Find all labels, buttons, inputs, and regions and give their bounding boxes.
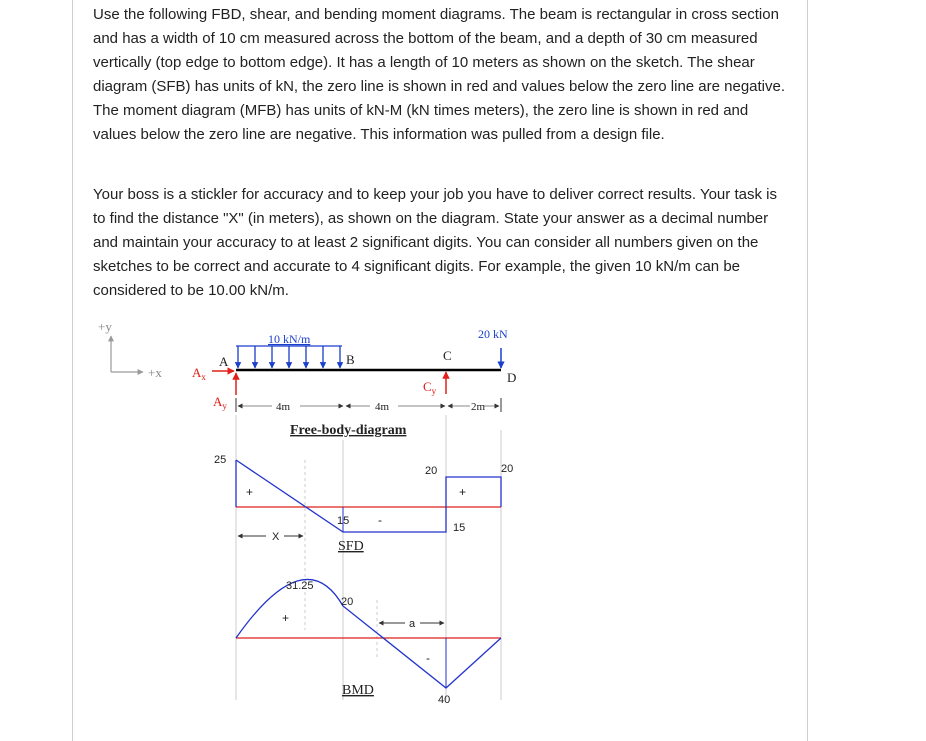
sfd-plus-2: + <box>459 485 467 499</box>
cy-label: $C_y$ <box>423 379 437 396</box>
axes-icon <box>111 336 143 372</box>
sfd-v-c-right: 20 <box>425 465 438 477</box>
sfd-plus-1: + <box>246 485 254 499</box>
sfd-v-start: 25 <box>214 454 227 466</box>
axis-x-label: +x <box>148 365 162 380</box>
bmd-minus: - <box>426 651 430 665</box>
point-a-label: A <box>219 354 229 369</box>
problem-paragraph-1: Use the following FBD, shear, and bending moment diagrams. The beam is rectangular in cross section and has a width of 10 cm measured across the bottom of the beam, and a depth of 30 cm measured vertically (top edge to bottom edge). It has a length of 10 meters as shown on the sketch. The shear diagram (SFB) has units of kN, the zero line is shown in red and values below the zero line are negative. The moment diagram (MFB) has units of kN-M (kN times meters), the zero line is shown in red and values below the zero line are negative. This information was pulled from a design file. <box>93 6 786 143</box>
sfd-v-b: 15 <box>337 515 350 527</box>
x-label: X <box>272 531 280 543</box>
axis-y-label: +y <box>98 319 112 334</box>
guide-lines <box>236 415 501 700</box>
bmd-plus: + <box>282 611 290 625</box>
sfd-title: SFD <box>338 539 364 554</box>
dim-2-label: 4m <box>375 401 390 413</box>
point-c-label: C <box>443 348 452 363</box>
dim-3-label: 2m <box>471 401 486 413</box>
bmd-curve <box>236 579 501 688</box>
point-b-label: B <box>346 352 355 367</box>
point-load-label: 20 kN <box>478 327 508 341</box>
distributed-load <box>236 346 342 368</box>
point-d-label: D <box>507 370 517 385</box>
problem-paragraph-2: Your boss is a stickler for accuracy and to keep your job you have to deliver correct results. Your task is to find the distance "X" (in meters), as shown on the diagram. State your answer as a decimal number and maintain your accuracy to at least 2 significant digits. You can consider all numbers given on the sketches to be correct and accurate to 4 significant digits. For example, the given 10 kN/m can be considered to be 10.00 kN/m. <box>93 186 777 299</box>
fbd-title: Free-body-diagram <box>290 423 407 438</box>
bmd-m-b: 20 <box>341 596 354 608</box>
distributed-load-label: 10 kN/m <box>268 332 311 346</box>
a-label: a <box>409 618 416 630</box>
bmd-title: BMD <box>342 683 374 698</box>
sfd-minus: - <box>378 513 382 527</box>
sfd-v-d: 20 <box>501 463 514 475</box>
bmd-m-c: 40 <box>438 694 451 706</box>
ax-label: $A_x$ <box>192 365 206 382</box>
sfd-v-c-left: 15 <box>453 522 466 534</box>
bmd-m-max: 31.25 <box>286 580 314 592</box>
dim-1-label: 4m <box>276 401 291 413</box>
ay-label: $A_y$ <box>213 394 227 411</box>
